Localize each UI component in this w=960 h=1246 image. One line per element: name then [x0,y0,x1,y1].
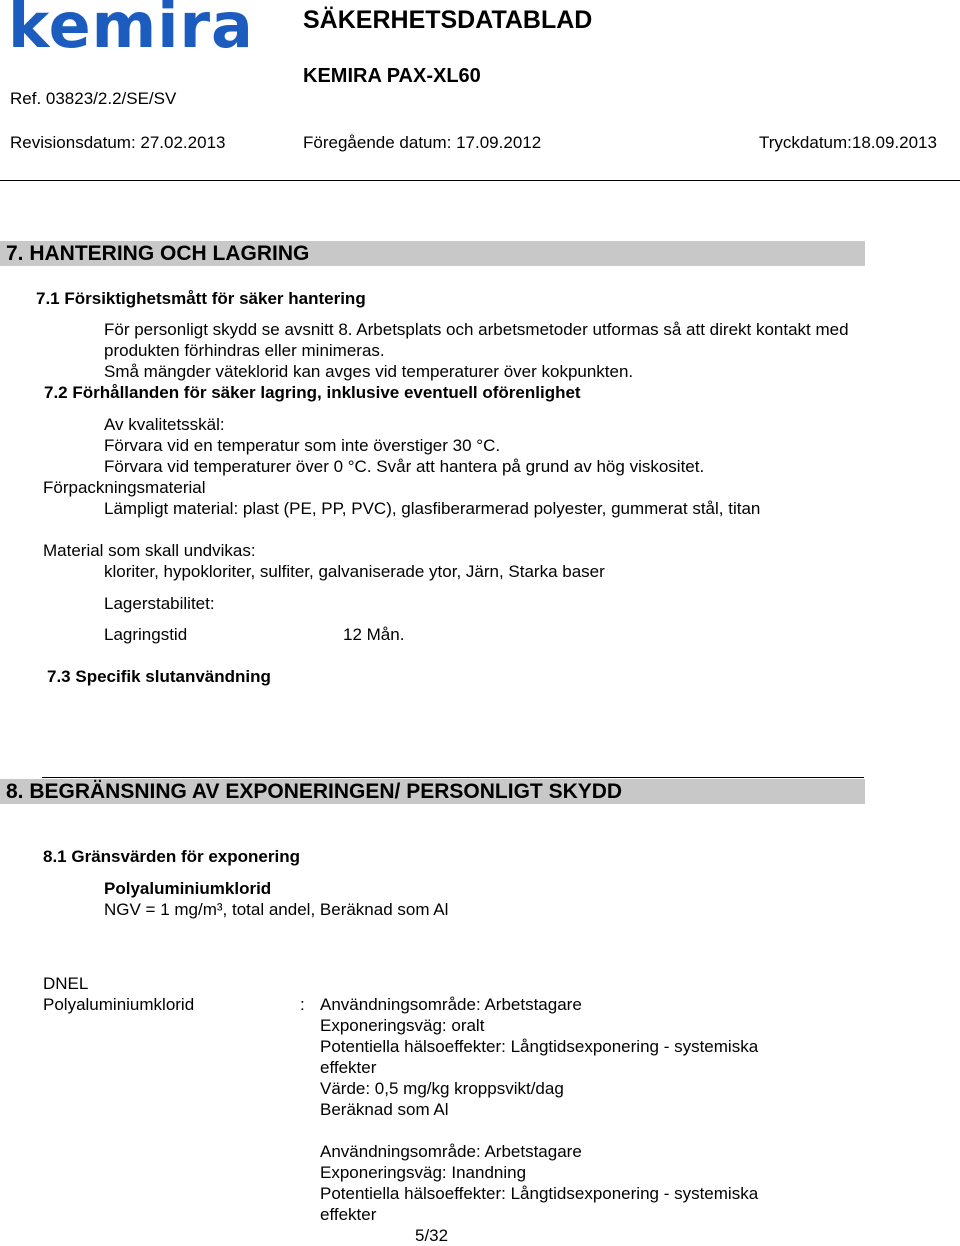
ngv-value: NGV = 1 mg/m³, total andel, Beräknad som Al [104,900,449,919]
document-title: SÄKERHETSDATABLAD [303,6,593,34]
previous-date: Föregående datum: 17.09.2012 [303,133,542,152]
page-number: 5/32 [415,1226,449,1245]
dnel-1-effects-cont: effekter [320,1058,377,1077]
substance-name: Polyaluminiumklorid [104,879,272,898]
dnel-1-route: Exponeringsväg: oralt [320,1016,485,1035]
section-7-heading: 7. HANTERING OCH LAGRING [0,241,865,266]
dnel-substance: Polyaluminiumklorid [43,995,195,1014]
handling-text-line-2: produkten förhindras eller minimeras. [104,341,385,360]
dnel-1-calc: Beräknad som Al [320,1100,449,1119]
dnel-1-effects: Potentiella hälsoeffekter: Långtidsexponering - systemiska [320,1037,759,1056]
section-7-2-heading: 7.2 Förhållanden för säker lagring, inklusive eventuell oförenlighet [44,383,581,402]
header-divider [0,180,960,181]
product-name: KEMIRA PAX-XL60 [303,65,481,87]
quality-line-1: Förvara vid en temperatur som inte överstiger 30 °C. [104,436,501,455]
quality-line-2: Förvara vid temperaturer över 0 °C. Svår att hantera på grund av hög viskositet. [104,457,705,476]
packaging-text: Lämpligt material: plast (PE, PP, PVC), glasfiberarmerad polyester, gummerat stål, titan [104,499,761,518]
dnel-1-value: Värde: 0,5 mg/kg kroppsvikt/dag [320,1079,564,1098]
dnel-2-route: Exponeringsväg: Inandning [320,1163,527,1182]
handling-text-line-3: Små mängder väteklorid kan avges vid temperaturer över kokpunkten. [104,362,634,381]
dnel-1-usage: Användningsområde: Arbetstagare [320,995,582,1014]
reference-number: Ref. 03823/2.2/SE/SV [10,89,177,108]
dnel-label: DNEL [43,974,89,993]
dnel-2-usage: Användningsområde: Arbetstagare [320,1142,582,1161]
storage-time-label: Lagringstid [104,625,188,644]
revision-date: Revisionsdatum: 27.02.2013 [10,133,226,152]
storage-time-value: 12 Mån. [343,625,405,644]
handling-text-line-1: För personligt skydd se avsnitt 8. Arbetsplats och arbetsmetoder utformas så att direkt kontakt med [104,320,849,339]
section-7-3-heading: 7.3 Specifik slutanvändning [47,667,271,686]
avoid-text: kloriter, hypokloriter, sulfiter, galvaniserade ytor, Järn, Starka baser [104,562,605,581]
dnel-2-effects: Potentiella hälsoeffekter: Långtidsexponering - systemiska [320,1184,759,1203]
dnel-2-effects-cont: effekter [320,1205,377,1224]
section-8-rule [42,777,864,778]
packaging-label: Förpackningsmaterial [43,478,206,497]
avoid-label: Material som skall undvikas: [43,541,256,560]
kemira-logo: kemira [8,0,254,62]
section-8-1-heading: 8.1 Gränsvärden för exponering [43,847,300,866]
section-7-1-heading: 7.1 Försiktighetsmått för säker hantering [36,289,366,308]
stability-label: Lagerstabilitet: [104,594,215,613]
print-date: Tryckdatum:18.09.2013 [759,133,937,152]
quality-label: Av kvalitetsskäl: [104,415,225,434]
dnel-colon: : [300,995,305,1014]
section-8-heading: 8. BEGRÄNSNING AV EXPONERINGEN/ PERSONLIGT SKYDD [0,779,865,804]
